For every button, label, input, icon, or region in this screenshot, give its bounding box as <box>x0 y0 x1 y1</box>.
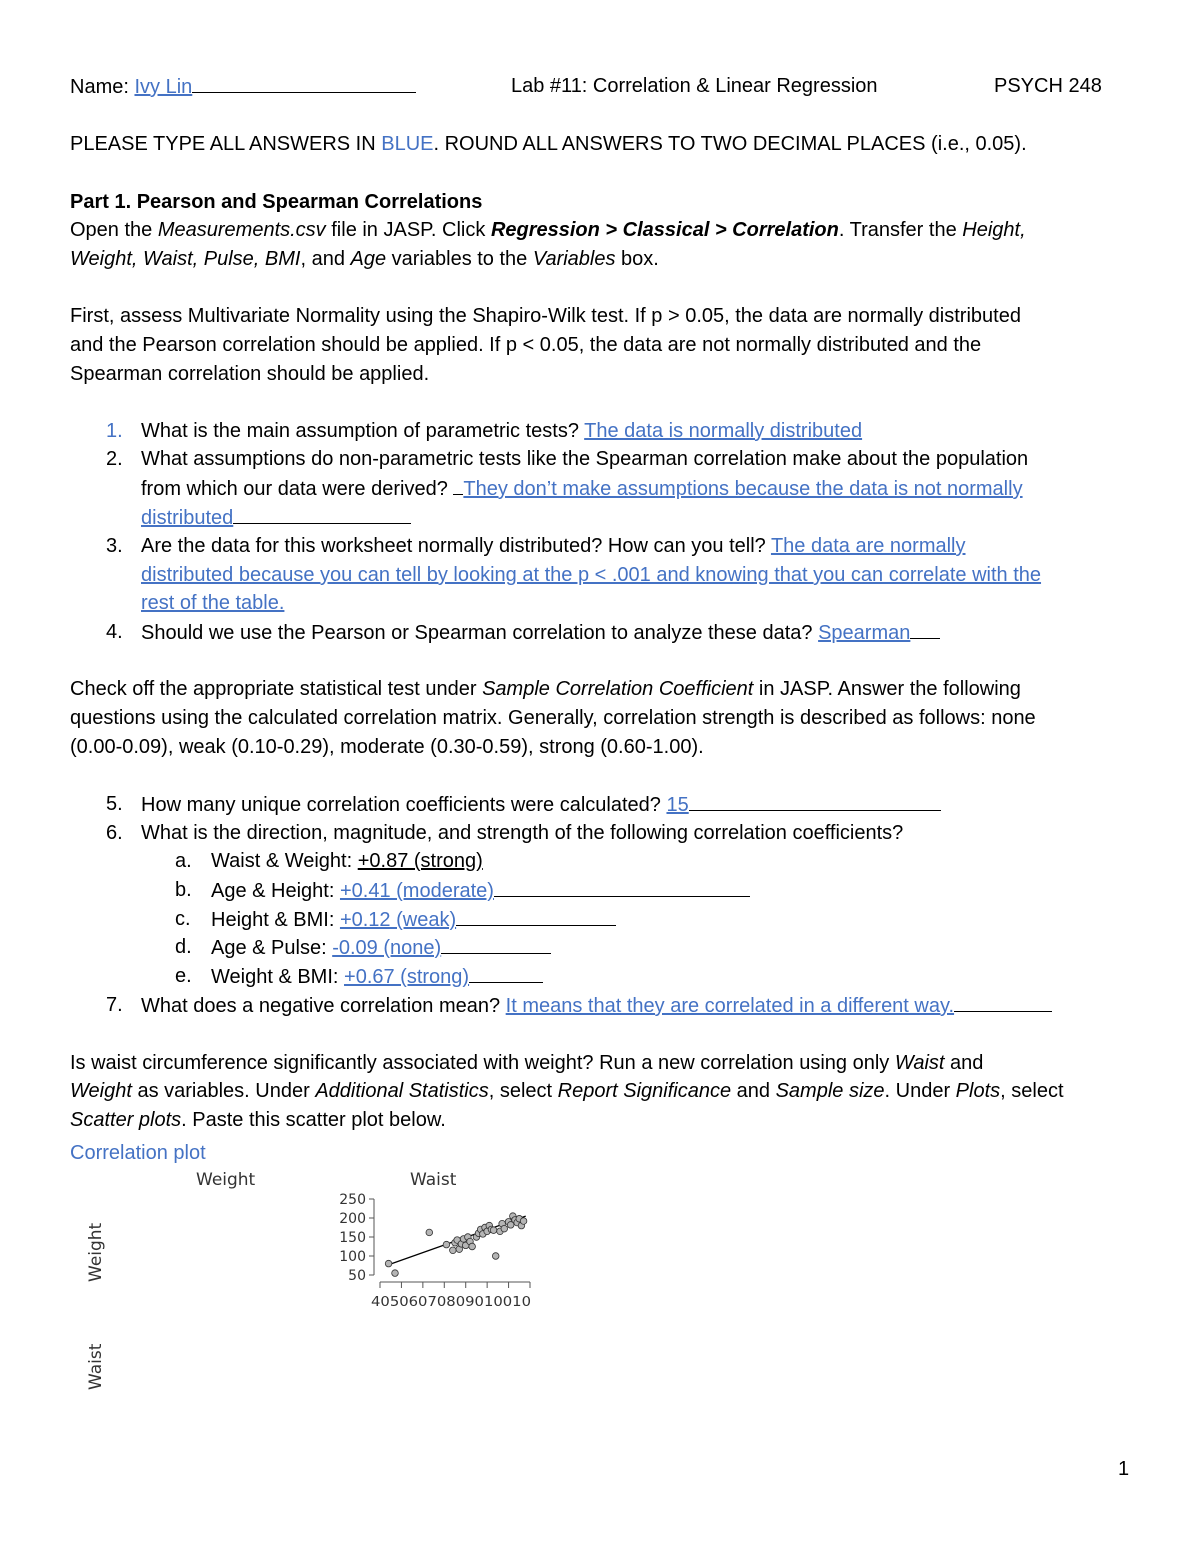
q6a-answer: +0.87 (strong) <box>357 850 483 872</box>
q6c <box>211 905 616 934</box>
waist-line-3 <box>70 1106 446 1134</box>
q3-line-1 <box>141 532 966 560</box>
open-line-1 <box>70 216 1026 244</box>
scatter-point <box>520 1218 527 1225</box>
q2-line-1: What assumptions do non-parametric tests like the Spearman correlation make about the population <box>141 448 1029 470</box>
instructions <box>70 130 1027 158</box>
open-c: . Transfer the <box>838 219 963 241</box>
scatter-point <box>490 1227 497 1234</box>
waist-l1c: and <box>944 1052 984 1074</box>
q6d-blank <box>441 933 551 954</box>
name-value: Ivy Lin <box>134 76 193 98</box>
q3-answer-2: distributed because you can tell by looking at the p < .001 and knowing that you can correlate with the <box>141 564 1042 586</box>
q6e-blank <box>469 962 543 983</box>
y-tick-label: 200 <box>339 1211 366 1227</box>
course-code: PSYCH 248 <box>994 75 1102 97</box>
q5 <box>141 790 941 819</box>
plot-heading: Correlation plot <box>70 1142 206 1164</box>
waist-l2e: Report Significance <box>557 1080 732 1102</box>
waist-l2a: Weight <box>70 1080 132 1102</box>
scatter-point <box>443 1241 450 1248</box>
check-line-3: (0.00-0.09), weak (0.10-0.29), moderate (0.30-0.59), strong (0.60-1.00). <box>70 736 704 758</box>
name-line <box>70 72 416 101</box>
q1-answer: The data is normally distributed <box>584 420 863 442</box>
q6a-letter: a. <box>175 850 192 872</box>
q3-line-2 <box>141 561 1041 589</box>
normality-line-1: First, assess Multivariate Normality using the Shapiro-Wilk test. If p > 0.05, the data are normally distributed <box>70 305 1021 327</box>
y-tick-label: 150 <box>339 1230 366 1246</box>
waist-l2c: Additional Statistics <box>315 1080 489 1102</box>
y-tick-label: 50 <box>348 1268 366 1284</box>
waist-line-1 <box>70 1049 983 1077</box>
q1-number: 1. <box>106 420 123 442</box>
scatter-point <box>450 1247 457 1254</box>
q2-line-2 <box>141 474 1023 503</box>
q7-answer: It means that they are correlated in a different way. <box>505 995 955 1017</box>
q6-text: What is the direction, magnitude, and strength of the following correlation coefficients? <box>141 822 904 844</box>
q6d-label: Age & Pulse: <box>211 937 333 959</box>
q3-number: 3. <box>106 535 123 557</box>
x-axis <box>380 1282 530 1288</box>
q6e-answer: +0.67 (strong) <box>344 966 470 988</box>
q4-text: Should we use the Pearson or Spearman correlation to analyze these data? <box>141 622 819 644</box>
q6e-letter: e. <box>175 965 192 987</box>
q5-text: How many unique correlation coefficients were calculated? <box>141 794 667 816</box>
waist-l2g: Sample size <box>775 1080 885 1102</box>
q4-number: 4. <box>106 621 123 643</box>
q6c-answer: +0.12 (weak) <box>339 909 457 931</box>
q6e-label: Weight & BMI: <box>211 966 345 988</box>
q6e <box>211 962 543 991</box>
waist-line-2 <box>70 1077 1064 1105</box>
q6b-letter: b. <box>175 879 192 901</box>
instructions-blue-word: BLUE <box>381 133 434 155</box>
q5-blank <box>689 790 941 811</box>
q6b-answer: +0.41 (moderate) <box>339 880 494 902</box>
q3-line-3 <box>141 589 284 617</box>
q2-text2: from which our data were derived? <box>141 478 454 500</box>
q5-answer: 15 <box>666 794 689 816</box>
check-italic: Sample Correlation Coefficient <box>482 678 754 700</box>
name-label: Name: <box>70 76 129 98</box>
q6d-answer: -0.09 (none) <box>332 937 442 959</box>
q6b-label: Age & Height: <box>211 880 340 902</box>
plot-row-label-weight: Weight <box>86 1222 106 1282</box>
q3-answer-1: The data are normally <box>770 535 966 557</box>
q2-answer-1: They don’t make assumptions because the data is not normally <box>463 478 1023 500</box>
plot-col-label-waist: Waist <box>410 1170 457 1190</box>
open-d: , and <box>300 248 351 270</box>
q7 <box>141 991 1052 1020</box>
q2-line-3 <box>141 503 411 532</box>
scatter-point <box>392 1270 399 1277</box>
q6b-blank <box>494 876 750 897</box>
part1-title: Part 1. Pearson and Spearman Correlations <box>70 191 483 213</box>
q6c-blank <box>456 905 616 926</box>
instructions-pre: PLEASE TYPE ALL ANSWERS IN <box>70 133 382 155</box>
q3-answer-3: rest of the table. <box>141 592 285 614</box>
open-a: Open the <box>70 219 158 241</box>
q6a <box>211 847 483 875</box>
q6c-label: Height & BMI: <box>211 909 340 931</box>
q2-blank-a <box>453 474 463 495</box>
open-file: Measurements.csv <box>157 219 326 241</box>
scatter-plot <box>320 1186 540 1316</box>
waist-l2i: Plots <box>955 1080 1001 1102</box>
normality-line-3: Spearman correlation should be applied. <box>70 363 430 385</box>
check-line-1 <box>70 675 1021 703</box>
check-a: Check off the appropriate statistical test under <box>70 678 483 700</box>
waist-l2h: . Under <box>884 1080 956 1102</box>
q2-answer-2: distributed <box>141 507 234 529</box>
scatter-point <box>385 1260 392 1267</box>
y-axis <box>339 1192 374 1284</box>
scatter-point <box>426 1229 433 1236</box>
open-vars2: Weight, Waist, Pulse, BMI <box>70 248 301 270</box>
q2-number: 2. <box>106 448 123 470</box>
y-tick-label: 250 <box>339 1192 366 1208</box>
waist-l2j: , select <box>1000 1080 1064 1102</box>
open-line-2 <box>70 245 659 273</box>
page-number: 1 <box>1118 1458 1130 1480</box>
open-vars1: Height, <box>962 219 1026 241</box>
open-box: Variables <box>532 248 616 270</box>
check-b: in JASP. Answer the following <box>753 678 1021 700</box>
waist-l1b: Waist <box>894 1052 945 1074</box>
q6-number: 6. <box>106 822 123 844</box>
q6a-label: Waist & Weight: <box>211 850 358 872</box>
scatter-point <box>492 1253 499 1260</box>
scatter-point <box>501 1225 508 1232</box>
waist-l2b: as variables. Under <box>131 1080 316 1102</box>
q4 <box>141 618 940 647</box>
waist-l1a: Is waist circumference significantly associated with weight? Run a new correlation using only <box>70 1052 895 1074</box>
q7-blank <box>954 991 1052 1012</box>
x-tick-labels: 40506070809010010 <box>371 1295 531 1310</box>
q6d-letter: d. <box>175 936 192 958</box>
lab-title: Lab #11: Correlation & Linear Regression <box>511 75 878 97</box>
open-age: Age <box>350 248 387 270</box>
waist-l3a: Scatter plots <box>70 1109 182 1131</box>
q4-answer: Spearman <box>818 622 911 644</box>
scatter-points <box>385 1213 527 1277</box>
open-f: box. <box>615 248 659 270</box>
q7-text: What does a negative correlation mean? <box>141 995 506 1017</box>
q5-number: 5. <box>106 793 123 815</box>
scatter-point <box>469 1243 476 1250</box>
check-line-2: questions using the calculated correlation matrix. Generally, correlation strength is described as follows: none <box>70 707 1036 729</box>
normality-line-2: and the Pearson correlation should be applied. If p < 0.05, the data are not normally distributed and the <box>70 334 982 356</box>
plot-row-label-waist: Waist <box>86 1343 106 1390</box>
q6c-letter: c. <box>175 908 191 930</box>
q6d <box>211 933 551 962</box>
q2-blank-b <box>233 503 411 524</box>
q3-text: Are the data for this worksheet normally distributed? How can you tell? <box>141 535 771 557</box>
q7-number: 7. <box>106 994 123 1016</box>
open-b: file in JASP. Click <box>325 219 491 241</box>
open-menu: Regression > Classical > Correlation <box>490 219 839 241</box>
plot-col-label-weight: Weight <box>196 1170 256 1190</box>
waist-l2f: and <box>731 1080 776 1102</box>
y-tick-label: 100 <box>339 1249 366 1265</box>
instructions-post: . ROUND ALL ANSWERS TO TWO DECIMAL PLACES (i.e., 0.05). <box>433 133 1027 155</box>
q6b <box>211 876 750 905</box>
name-blank <box>192 72 416 93</box>
q1 <box>141 417 862 445</box>
q1-text: What is the main assumption of parametric tests? <box>141 420 585 442</box>
open-e: variables to the <box>386 248 533 270</box>
waist-l3b: . Paste this scatter plot below. <box>181 1109 446 1131</box>
waist-l2d: , select <box>488 1080 558 1102</box>
q4-blank <box>910 618 940 639</box>
